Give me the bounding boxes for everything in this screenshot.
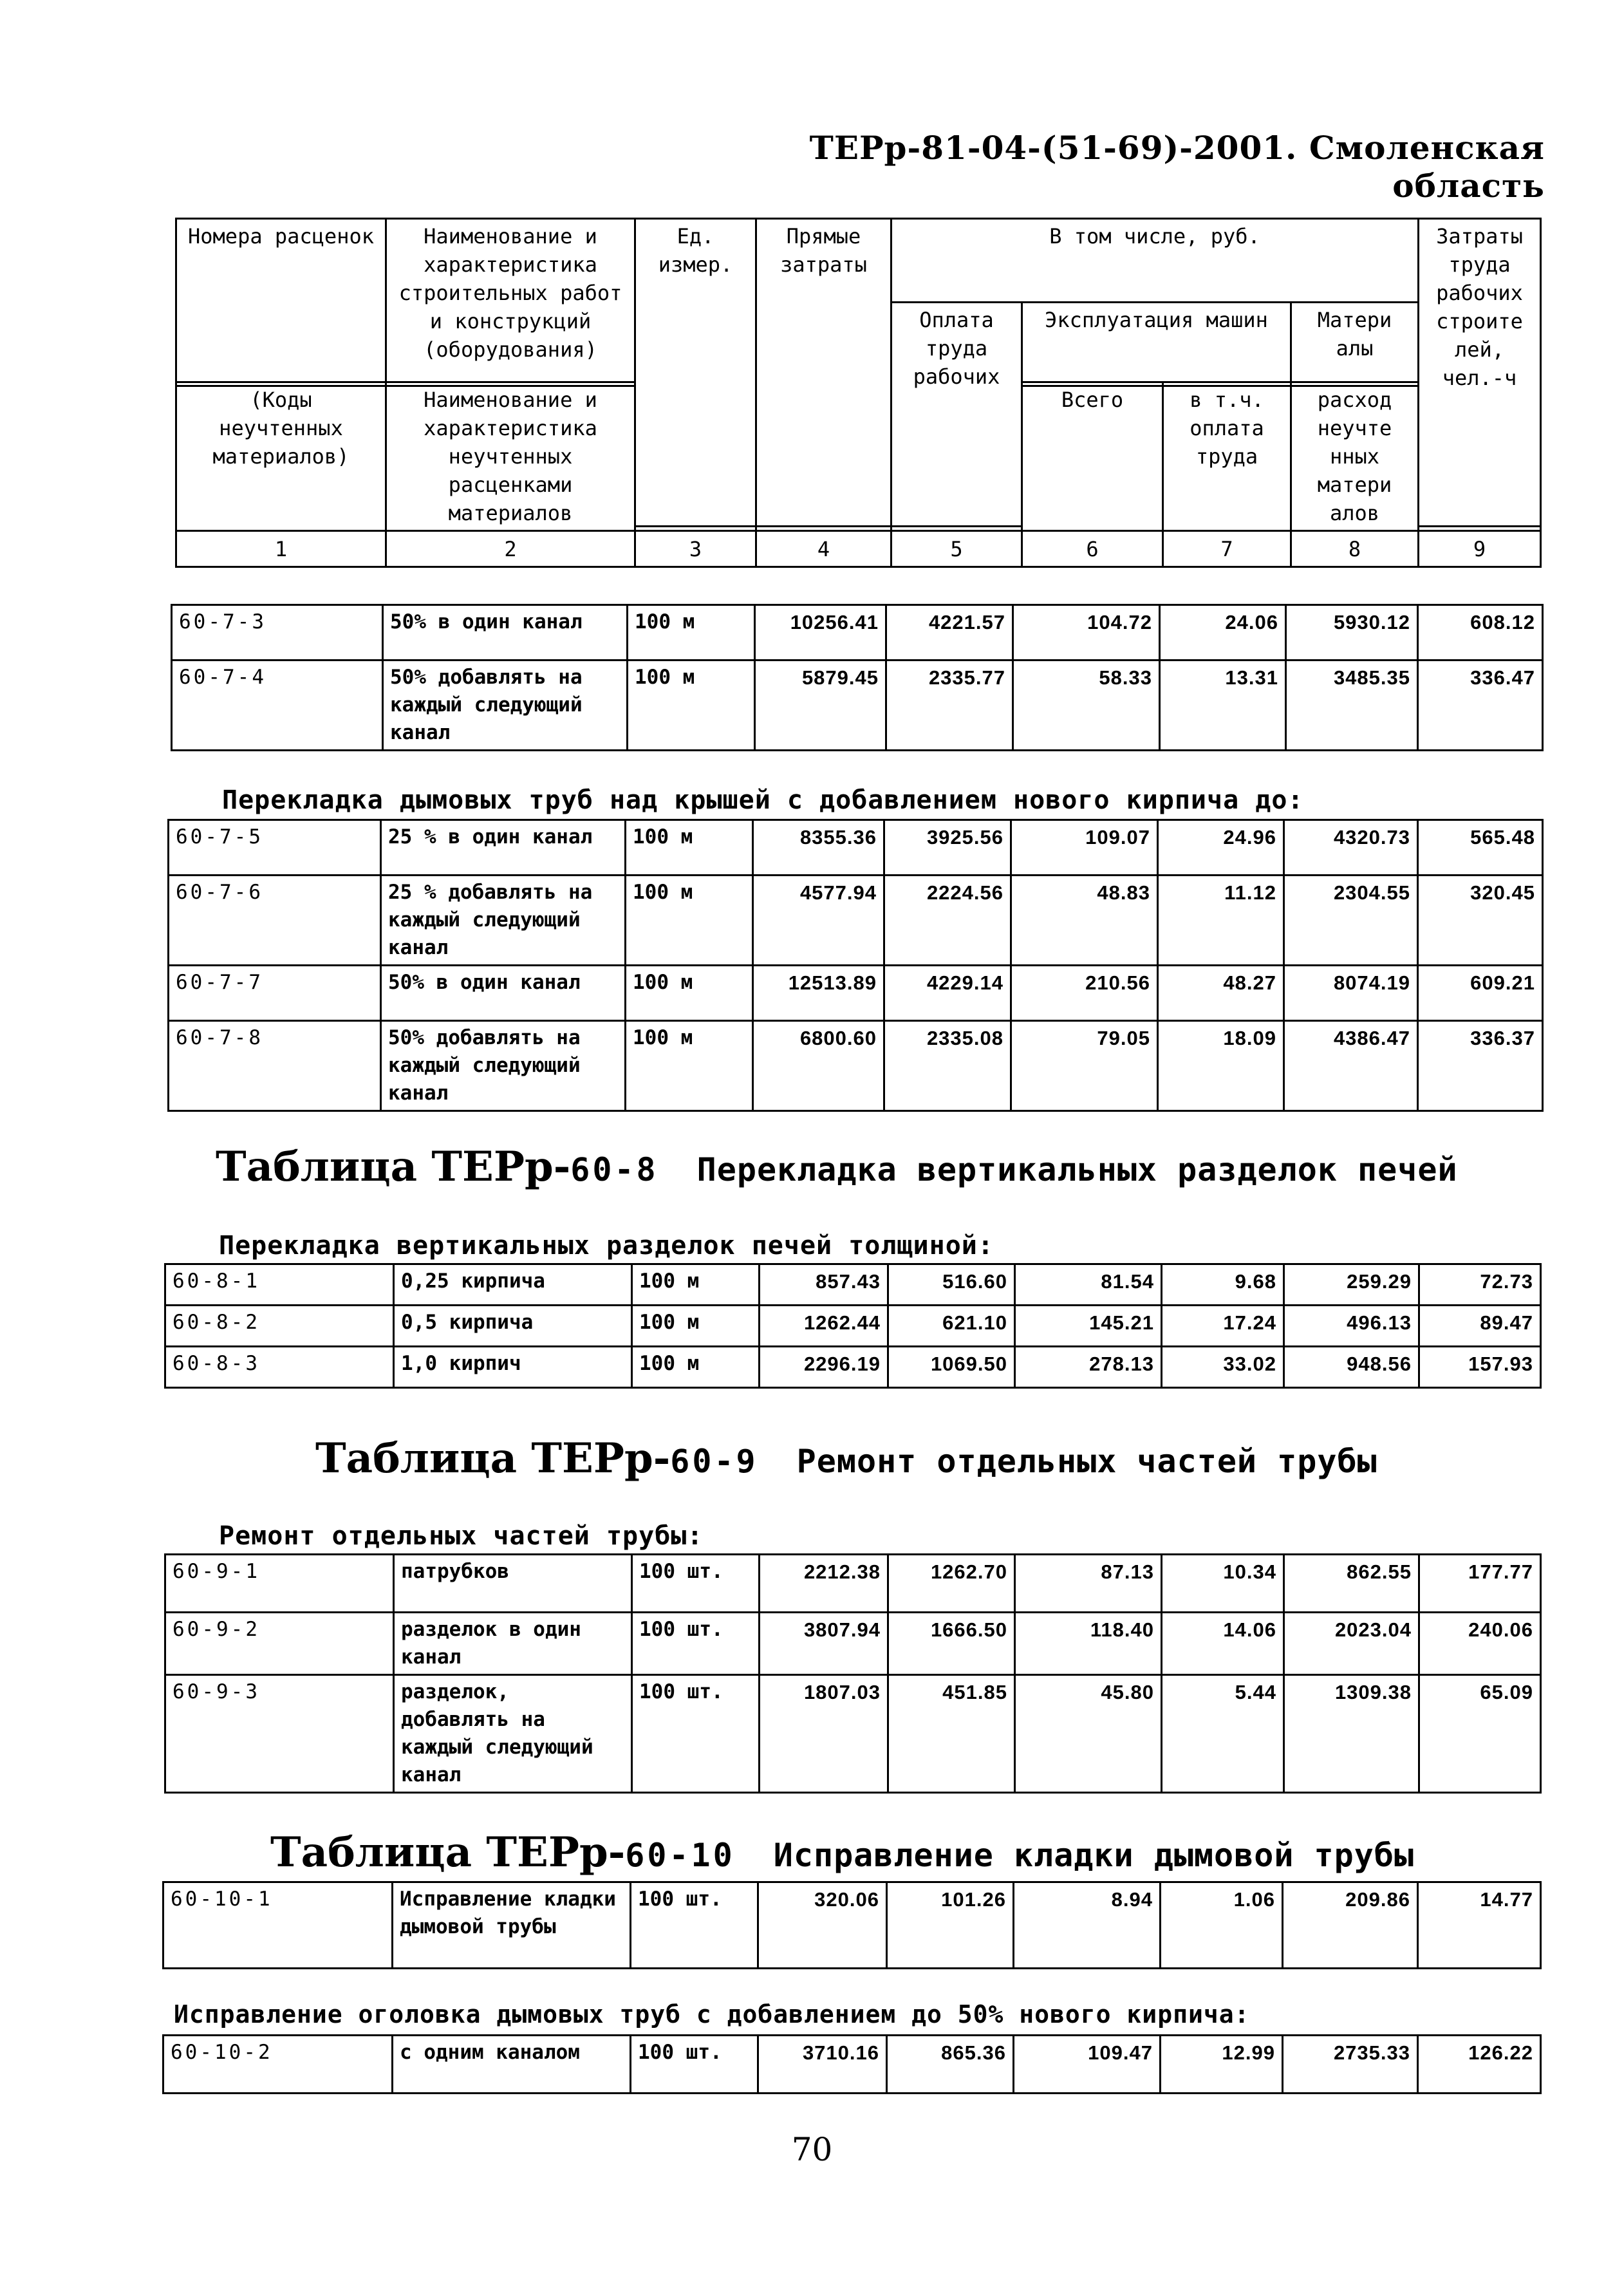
- rate-code: 60-8-2: [165, 1306, 394, 1347]
- labor-hours: 336.37: [1418, 1021, 1543, 1111]
- table-row: [163, 2036, 1541, 2094]
- workers-pay: 621.10: [888, 1306, 1015, 1347]
- workers-pay: 516.60: [888, 1264, 1015, 1306]
- rate-code: 60-10-2: [163, 2036, 393, 2094]
- table-row: [169, 820, 1543, 876]
- machines-total: 210.56: [1011, 966, 1158, 1021]
- header-unaccounted-material-codes: (Коды неучтенных материалов): [176, 382, 386, 531]
- unit: 100 м: [632, 1306, 760, 1347]
- machines-total: 58.33: [1013, 661, 1160, 751]
- column-number: 8: [1291, 531, 1419, 567]
- materials: 948.56: [1284, 1347, 1419, 1388]
- labor-hours: 320.45: [1418, 876, 1543, 966]
- work-name: патрубков: [394, 1555, 632, 1613]
- machines-labor: 12.99: [1161, 2036, 1283, 2094]
- header-labor-hours: Затраты труда рабочих строите лей, чел.-ч: [1419, 219, 1541, 527]
- machines-labor: 11.12: [1158, 876, 1284, 966]
- machines-labor: 48.27: [1158, 966, 1284, 1021]
- direct-costs: 4577.94: [753, 876, 884, 966]
- rate-code: 60-9-1: [165, 1555, 394, 1613]
- rates-table-60-10-b: [162, 2034, 1542, 2094]
- machines-labor: 24.96: [1158, 820, 1284, 876]
- materials: 1309.38: [1284, 1675, 1419, 1793]
- machines-total: 278.13: [1015, 1347, 1162, 1388]
- direct-costs: 5879.45: [755, 661, 886, 751]
- header-including-rub: В том числе, руб.: [891, 219, 1419, 303]
- unit: 100 м: [632, 1264, 760, 1306]
- direct-costs: 857.43: [760, 1264, 888, 1306]
- workers-pay: 4229.14: [884, 966, 1011, 1021]
- table-title: Исправление кладки дымовой трубы: [773, 1837, 1415, 1874]
- direct-costs: 8355.36: [753, 820, 884, 876]
- table-row: [172, 661, 1543, 751]
- work-name: 25 % добавлять на каждый следующий канал: [381, 876, 626, 966]
- table-number: 60-8: [570, 1151, 658, 1188]
- work-name: 50% в один канал: [383, 605, 628, 661]
- unit: 100 м: [626, 1021, 753, 1111]
- table-row: [163, 1882, 1541, 1969]
- work-name: разделок в один канал: [394, 1613, 632, 1675]
- labor-hours: 65.09: [1419, 1675, 1541, 1793]
- labor-hours: 72.73: [1419, 1264, 1541, 1306]
- workers-pay: 1262.70: [888, 1555, 1015, 1613]
- machines-labor: 33.02: [1162, 1347, 1284, 1388]
- column-number: 7: [1163, 531, 1291, 567]
- labor-hours: 608.12: [1418, 605, 1543, 661]
- column-number: 1: [176, 531, 386, 567]
- rates-table-60-8: [164, 1263, 1542, 1389]
- rate-code: 60-7-7: [169, 966, 381, 1021]
- page-running-title: ТЕРр-81-04-(51-69)-2001. Смоленская область: [809, 129, 1545, 205]
- table-row: [172, 605, 1543, 661]
- header-machines-total: Всего: [1022, 382, 1163, 531]
- materials: 259.29: [1284, 1264, 1419, 1306]
- work-name: Исправление кладки дымовой трубы: [393, 1882, 631, 1969]
- materials: 2023.04: [1284, 1613, 1419, 1675]
- machines-total: 87.13: [1015, 1555, 1162, 1613]
- machines-labor: 24.06: [1160, 605, 1286, 661]
- direct-costs: 10256.41: [755, 605, 886, 661]
- labor-hours: 14.77: [1418, 1882, 1541, 1969]
- machines-total: 48.83: [1011, 876, 1158, 966]
- labor-hours: 336.47: [1418, 661, 1543, 751]
- direct-costs: 1262.44: [760, 1306, 888, 1347]
- table-label: Таблица ТЕРр-: [315, 1434, 671, 1483]
- unit: 100 шт.: [631, 2036, 758, 2094]
- materials: 862.55: [1284, 1555, 1419, 1613]
- rates-table-60-7-a: [171, 604, 1544, 751]
- column-number: 6: [1022, 531, 1163, 567]
- rate-code: 60-7-4: [172, 661, 383, 751]
- section-caption: Перекладка вертикальных разделок печей толщиной:: [219, 1231, 994, 1260]
- machines-labor: 10.34: [1162, 1555, 1284, 1613]
- unit: 100 м: [632, 1347, 760, 1388]
- labor-hours: 126.22: [1418, 2036, 1541, 2094]
- column-number: 9: [1419, 531, 1541, 567]
- unit: 100 м: [628, 661, 755, 751]
- table-row: [169, 876, 1543, 966]
- rate-code: 60-8-3: [165, 1347, 394, 1388]
- rates-table-60-9: [164, 1553, 1542, 1794]
- rate-code: 60-8-1: [165, 1264, 394, 1306]
- direct-costs: 3807.94: [760, 1613, 888, 1675]
- work-name: 0,25 кирпича: [394, 1264, 632, 1306]
- table-number: 60-9: [670, 1443, 758, 1480]
- table-label: Таблица ТЕРр-: [216, 1143, 571, 1191]
- rate-code: 60-7-6: [169, 876, 381, 966]
- table-heading-60-10: [270, 1828, 1414, 1877]
- labor-hours: 565.48: [1418, 820, 1543, 876]
- column-number: 3: [635, 531, 756, 567]
- unit: 100 м: [626, 876, 753, 966]
- table-heading-60-9: [315, 1434, 1377, 1483]
- direct-costs: 6800.60: [753, 1021, 884, 1111]
- machines-total: 8.94: [1014, 1882, 1161, 1969]
- work-name: 50% добавлять на каждый следующий канал: [383, 661, 628, 751]
- direct-costs: 320.06: [758, 1882, 887, 1969]
- work-name: разделок, добавлять на каждый следующий канал: [394, 1675, 632, 1793]
- work-name: 25 % в один канал: [381, 820, 626, 876]
- section-caption: Перекладка дымовых труб над крышей с добавлением нового кирпича до:: [222, 785, 1304, 815]
- materials: 3485.35: [1286, 661, 1418, 751]
- section-caption: Исправление оголовка дымовых труб с добавлением до 50% нового кирпича:: [174, 2000, 1250, 2029]
- workers-pay: 2335.77: [886, 661, 1013, 751]
- header-rate-numbers: Номера расценок: [176, 219, 386, 386]
- machines-total: 118.40: [1015, 1613, 1162, 1675]
- unit: 100 м: [626, 820, 753, 876]
- header-workers-pay: Оплата труда рабочих: [891, 303, 1022, 527]
- materials: 4320.73: [1284, 820, 1418, 876]
- column-number: 2: [386, 531, 635, 567]
- rate-code: 60-10-1: [163, 1882, 393, 1969]
- workers-pay: 4221.57: [886, 605, 1013, 661]
- unit: 100 шт.: [632, 1555, 760, 1613]
- table-row: [169, 1021, 1543, 1111]
- header-machines-labor: в т.ч. оплата труда: [1163, 382, 1291, 531]
- header-machine-operation: Эксплуатация машин: [1022, 303, 1291, 386]
- machines-labor: 14.06: [1162, 1613, 1284, 1675]
- materials: 5930.12: [1286, 605, 1418, 661]
- unit: 100 шт.: [632, 1675, 760, 1793]
- machines-total: 145.21: [1015, 1306, 1162, 1347]
- machines-total: 79.05: [1011, 1021, 1158, 1111]
- unit: 100 шт.: [631, 1882, 758, 1969]
- labor-hours: 89.47: [1419, 1306, 1541, 1347]
- rate-code: 60-9-3: [165, 1675, 394, 1793]
- table-number: 60-10: [625, 1837, 735, 1874]
- table-heading-60-8: [216, 1143, 1458, 1191]
- work-name: 50% в один канал: [381, 966, 626, 1021]
- unit: 100 шт.: [632, 1613, 760, 1675]
- machines-labor: 1.06: [1161, 1882, 1283, 1969]
- header-unit: Ед. измер.: [635, 219, 756, 527]
- workers-pay: 451.85: [888, 1675, 1015, 1793]
- materials: 8074.19: [1284, 966, 1418, 1021]
- direct-costs: 3710.16: [758, 2036, 887, 2094]
- table-row: [165, 1264, 1541, 1306]
- direct-costs: 2212.38: [760, 1555, 888, 1613]
- machines-labor: 9.68: [1162, 1264, 1284, 1306]
- workers-pay: 3925.56: [884, 820, 1011, 876]
- table-row: [169, 966, 1543, 1021]
- column-number: 5: [891, 531, 1022, 567]
- table-row: [165, 1306, 1541, 1347]
- unit: 100 м: [628, 605, 755, 661]
- table-label: Таблица ТЕРр-: [270, 1828, 626, 1877]
- workers-pay: 865.36: [887, 2036, 1014, 2094]
- direct-costs: 2296.19: [760, 1347, 888, 1388]
- table-row: [165, 1347, 1541, 1388]
- table-row: [165, 1675, 1541, 1793]
- materials: 2735.33: [1283, 2036, 1418, 2094]
- table-row: [165, 1613, 1541, 1675]
- rate-code: 60-7-5: [169, 820, 381, 876]
- header-unaccounted-materials: Наименование и характеристика неучтенных расценками материалов: [386, 382, 635, 531]
- unit: 100 м: [626, 966, 753, 1021]
- rates-table-60-10-a: [162, 1881, 1542, 1969]
- materials: 496.13: [1284, 1306, 1419, 1347]
- machines-total: 109.07: [1011, 820, 1158, 876]
- table-title: Перекладка вертикальных разделок печей: [696, 1151, 1458, 1188]
- machines-labor: 17.24: [1162, 1306, 1284, 1347]
- section-caption: Ремонт отдельных частей трубы:: [219, 1521, 704, 1551]
- rate-code: 60-7-3: [172, 605, 383, 661]
- labor-hours: 177.77: [1419, 1555, 1541, 1613]
- column-number: 4: [756, 531, 891, 567]
- machines-labor: 18.09: [1158, 1021, 1284, 1111]
- header-materials-consumption: расход неучте нных матери алов: [1291, 382, 1419, 531]
- labor-hours: 157.93: [1419, 1347, 1541, 1388]
- header-materials: Матери алы: [1291, 303, 1419, 386]
- header-work-description: Наименование и характеристика строительных работ и конструкций (оборудования): [386, 219, 635, 386]
- workers-pay: 2335.08: [884, 1021, 1011, 1111]
- table-row: [165, 1555, 1541, 1613]
- machines-labor: 13.31: [1160, 661, 1286, 751]
- work-name: 1,0 кирпич: [394, 1347, 632, 1388]
- materials: 4386.47: [1284, 1021, 1418, 1111]
- machines-total: 109.47: [1014, 2036, 1161, 2094]
- rate-code: 60-7-8: [169, 1021, 381, 1111]
- workers-pay: 1069.50: [888, 1347, 1015, 1388]
- work-name: 0,5 кирпича: [394, 1306, 632, 1347]
- column-header-lower: [175, 381, 1542, 568]
- machines-labor: 5.44: [1162, 1675, 1284, 1793]
- materials: 209.86: [1283, 1882, 1418, 1969]
- work-name: с одним каналом: [393, 2036, 631, 2094]
- header-direct-costs: Прямые затраты: [756, 219, 891, 527]
- direct-costs: 1807.03: [760, 1675, 888, 1793]
- labor-hours: 240.06: [1419, 1613, 1541, 1675]
- machines-total: 104.72: [1013, 605, 1160, 661]
- workers-pay: 101.26: [887, 1882, 1014, 1969]
- rate-code: 60-9-2: [165, 1613, 394, 1675]
- machines-total: 45.80: [1015, 1675, 1162, 1793]
- workers-pay: 2224.56: [884, 876, 1011, 966]
- workers-pay: 1666.50: [888, 1613, 1015, 1675]
- labor-hours: 609.21: [1418, 966, 1543, 1021]
- work-name: 50% добавлять на каждый следующий канал: [381, 1021, 626, 1111]
- page-number: 70: [791, 2131, 833, 2168]
- machines-total: 81.54: [1015, 1264, 1162, 1306]
- direct-costs: 12513.89: [753, 966, 884, 1021]
- rates-table-60-7-b: [167, 819, 1544, 1112]
- table-title: Ремонт отдельных частей трубы: [796, 1443, 1377, 1480]
- materials: 2304.55: [1284, 876, 1418, 966]
